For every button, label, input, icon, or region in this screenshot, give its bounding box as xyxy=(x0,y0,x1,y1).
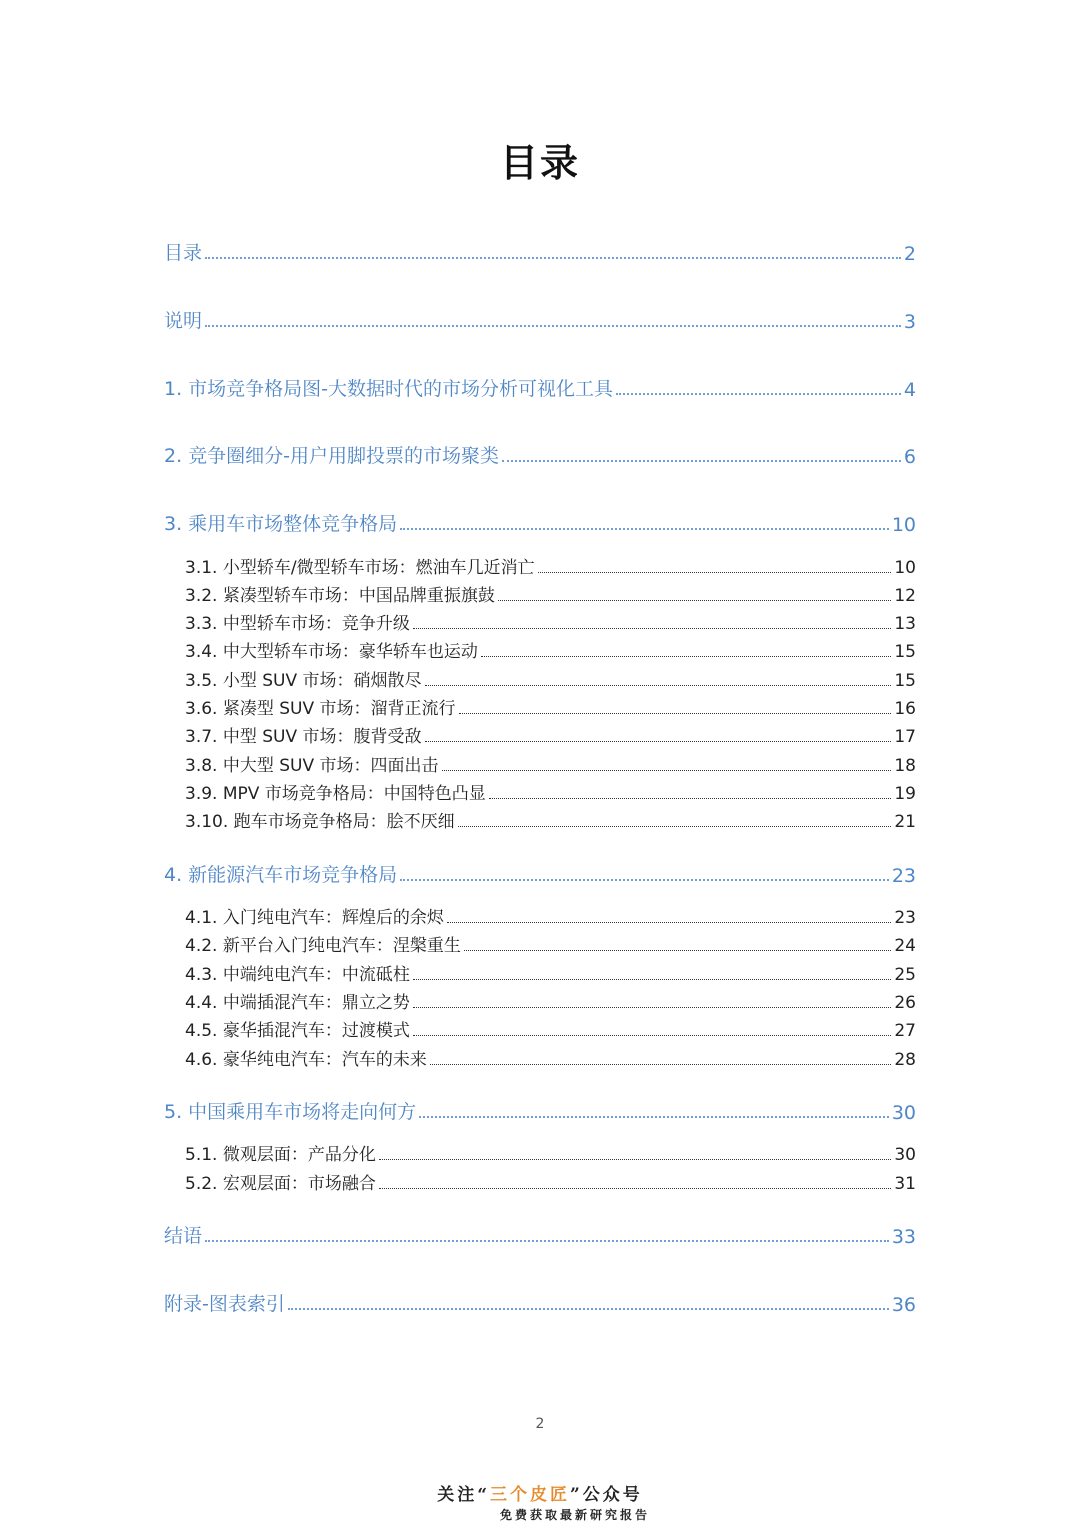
footer-promo xyxy=(0,1480,1080,1505)
toc-entry-section-1[interactable] xyxy=(164,374,916,401)
toc-entry-page: 17 xyxy=(894,727,916,747)
toc-entry-page: 4 xyxy=(903,379,916,401)
toc-entry-label: 5.2. 宏观层面：市场融合 xyxy=(185,1174,376,1194)
toc-entry-page: 26 xyxy=(894,993,916,1013)
dot-leader xyxy=(464,950,892,951)
toc-entry-label: 4.6. 豪华纯电汽车：汽车的未来 xyxy=(185,1050,427,1070)
toc-entry-page: 13 xyxy=(894,614,916,634)
toc-entry-label: 3.7. 中型 SUV 市场：腹背受敌 xyxy=(185,727,422,747)
toc-entry-page: 19 xyxy=(894,784,916,804)
toc-entry-label: 3.3. 中型轿车市场：竞争升级 xyxy=(185,614,410,634)
dot-leader xyxy=(425,685,892,686)
dot-leader xyxy=(205,1240,889,1242)
dot-leader xyxy=(413,1035,892,1036)
dot-leader xyxy=(400,879,889,881)
toc-entry-page: 23 xyxy=(894,908,916,928)
toc-entry-section-3-5[interactable] xyxy=(185,666,916,691)
toc-entry-label: 5.1. 微观层面：产品分化 xyxy=(185,1145,376,1165)
toc-entry-label: 3.6. 紧凑型 SUV 市场：溜背正流行 xyxy=(185,699,456,719)
dot-leader xyxy=(458,826,892,827)
toc-entry-label: 4.4. 中端插混汽车：鼎立之势 xyxy=(185,993,410,1013)
toc-entry-page: 15 xyxy=(894,642,916,662)
toc-entry-page: 10 xyxy=(894,558,916,578)
toc-entry-page: 24 xyxy=(894,936,916,956)
dot-leader xyxy=(400,528,889,530)
toc-entry-section-5[interactable] xyxy=(164,1097,916,1124)
dot-leader xyxy=(447,922,892,923)
dot-leader xyxy=(616,393,901,395)
toc-entry-label: 3. 乘用车市场整体竞争格局 xyxy=(164,513,398,535)
toc-entry-section-3-7[interactable] xyxy=(185,722,916,747)
dot-leader xyxy=(205,325,901,327)
toc-entry-page: 30 xyxy=(894,1145,916,1165)
toc-entry-section-4[interactable] xyxy=(164,860,916,887)
footer-promo-suffix: ”公众号 xyxy=(570,1485,643,1505)
dot-leader xyxy=(459,713,892,714)
toc-entry-page: 15 xyxy=(894,671,916,691)
toc-entry-notes[interactable] xyxy=(164,306,916,333)
page-title: 目录 xyxy=(499,141,580,185)
toc-entry-section-5-1[interactable] xyxy=(185,1140,916,1165)
toc-entry-label: 结语 xyxy=(164,1225,203,1247)
footer-promo-prefix: 关注“ xyxy=(437,1485,490,1505)
dot-leader xyxy=(379,1188,892,1189)
dot-leader xyxy=(205,257,901,259)
toc-entry-page: 33 xyxy=(891,1226,916,1248)
dot-leader xyxy=(489,798,892,799)
toc-entry-label: 3.1. 小型轿车/微型轿车市场：燃油车几近消亡 xyxy=(185,558,535,578)
toc-entry-label: 2. 竞争圈细分-用户用脚投票的市场聚类 xyxy=(164,445,500,467)
footer-promo-brand: 三个皮匠 xyxy=(490,1485,570,1505)
toc-entry-label: 4.2. 新平台入门纯电汽车：涅槃重生 xyxy=(185,936,461,956)
footer-tagline: 免费获取最新研究报告 xyxy=(500,1508,651,1522)
toc-entry-label: 3.8. 中大型 SUV 市场：四面出击 xyxy=(185,756,439,776)
dot-leader xyxy=(538,572,892,573)
toc-entry-section-4-5[interactable] xyxy=(185,1016,916,1041)
dot-leader xyxy=(413,628,892,629)
page-number: 2 xyxy=(535,1416,545,1432)
toc-entry-page: 30 xyxy=(891,1102,916,1124)
toc-entry-page: 3 xyxy=(903,311,916,333)
toc-entry-page: 6 xyxy=(903,446,916,468)
toc-entry-label: 3.9. MPV 市场竞争格局：中国特色凸显 xyxy=(185,784,486,804)
toc-entry-label: 3.5. 小型 SUV 市场：硝烟散尽 xyxy=(185,671,422,691)
dot-leader xyxy=(481,656,892,657)
toc-entry-label: 5. 中国乘用车市场将走向何方 xyxy=(164,1101,417,1123)
toc-entry-page: 23 xyxy=(891,865,916,887)
toc-entry-page: 25 xyxy=(894,965,916,985)
dot-leader xyxy=(413,1007,892,1008)
toc-entry-page: 28 xyxy=(894,1050,916,1070)
toc-entry-section-3-4[interactable] xyxy=(185,637,916,662)
toc-entry-section-4-2[interactable] xyxy=(185,931,916,956)
toc-entry-page: 18 xyxy=(894,756,916,776)
toc-entry-section-3-1[interactable] xyxy=(185,553,916,578)
toc-entry-label: 4. 新能源汽车市场竞争格局 xyxy=(164,864,398,886)
toc-entry-section-4-6[interactable] xyxy=(185,1045,916,1070)
toc-entry-section-3-6[interactable] xyxy=(185,694,916,719)
toc-entry-label: 说明 xyxy=(164,310,203,332)
toc-entry-page: 31 xyxy=(894,1174,916,1194)
toc-entry-label: 目录 xyxy=(164,242,203,264)
toc-entry-page: 16 xyxy=(894,699,916,719)
toc-entry-section-4-4[interactable] xyxy=(185,988,916,1013)
toc-entry-page: 36 xyxy=(891,1294,916,1316)
dot-leader xyxy=(413,979,892,980)
toc-entry-section-3-9[interactable] xyxy=(185,779,916,804)
toc-entry-page: 10 xyxy=(891,514,916,536)
dot-leader xyxy=(419,1116,889,1118)
toc-entry-section-3-3[interactable] xyxy=(185,609,916,634)
dot-leader xyxy=(288,1308,889,1310)
toc-entry-label: 3.4. 中大型轿车市场：豪华轿车也运动 xyxy=(185,642,478,662)
toc-entry-page: 12 xyxy=(894,586,916,606)
toc-entry-section-3-10[interactable] xyxy=(185,807,916,832)
toc-entry-label: 4.5. 豪华插混汽车：过渡模式 xyxy=(185,1021,410,1041)
dot-leader xyxy=(442,770,892,771)
toc-entry-label: 4.1. 入门纯电汽车：辉煌后的余烬 xyxy=(185,908,444,928)
toc-entry-contents[interactable] xyxy=(164,238,916,265)
toc-entry-section-4-3[interactable] xyxy=(185,960,916,985)
toc-entry-section-3-8[interactable] xyxy=(185,751,916,776)
toc-entry-page: 2 xyxy=(903,243,916,265)
toc-entry-page: 27 xyxy=(894,1021,916,1041)
toc-entry-section-3[interactable] xyxy=(164,509,916,536)
dot-leader xyxy=(425,741,892,742)
toc-entry-section-3-2[interactable] xyxy=(185,581,916,606)
dot-leader xyxy=(498,600,892,601)
dot-leader xyxy=(379,1159,892,1160)
toc-entry-label: 4.3. 中端纯电汽车：中流砥柱 xyxy=(185,965,410,985)
toc-entry-appendix[interactable] xyxy=(164,1289,916,1316)
dot-leader xyxy=(430,1064,892,1065)
toc-entry-section-4-1[interactable] xyxy=(185,903,916,928)
toc-entry-label: 3.10. 跑车市场竞争格局：脍不厌细 xyxy=(185,812,455,832)
dot-leader xyxy=(502,460,901,462)
toc-entry-label: 3.2. 紧凑型轿车市场：中国品牌重振旗鼓 xyxy=(185,586,495,606)
toc-entry-section-2[interactable] xyxy=(164,441,916,468)
toc-entry-label: 附录-图表索引 xyxy=(164,1293,285,1315)
toc-entry-section-5-2[interactable] xyxy=(185,1169,916,1194)
toc-entry-label: 1. 市场竞争格局图-大数据时代的市场分析可视化工具 xyxy=(164,378,614,400)
toc-entry-page: 21 xyxy=(894,812,916,832)
toc-entry-conclusion[interactable] xyxy=(164,1221,916,1248)
